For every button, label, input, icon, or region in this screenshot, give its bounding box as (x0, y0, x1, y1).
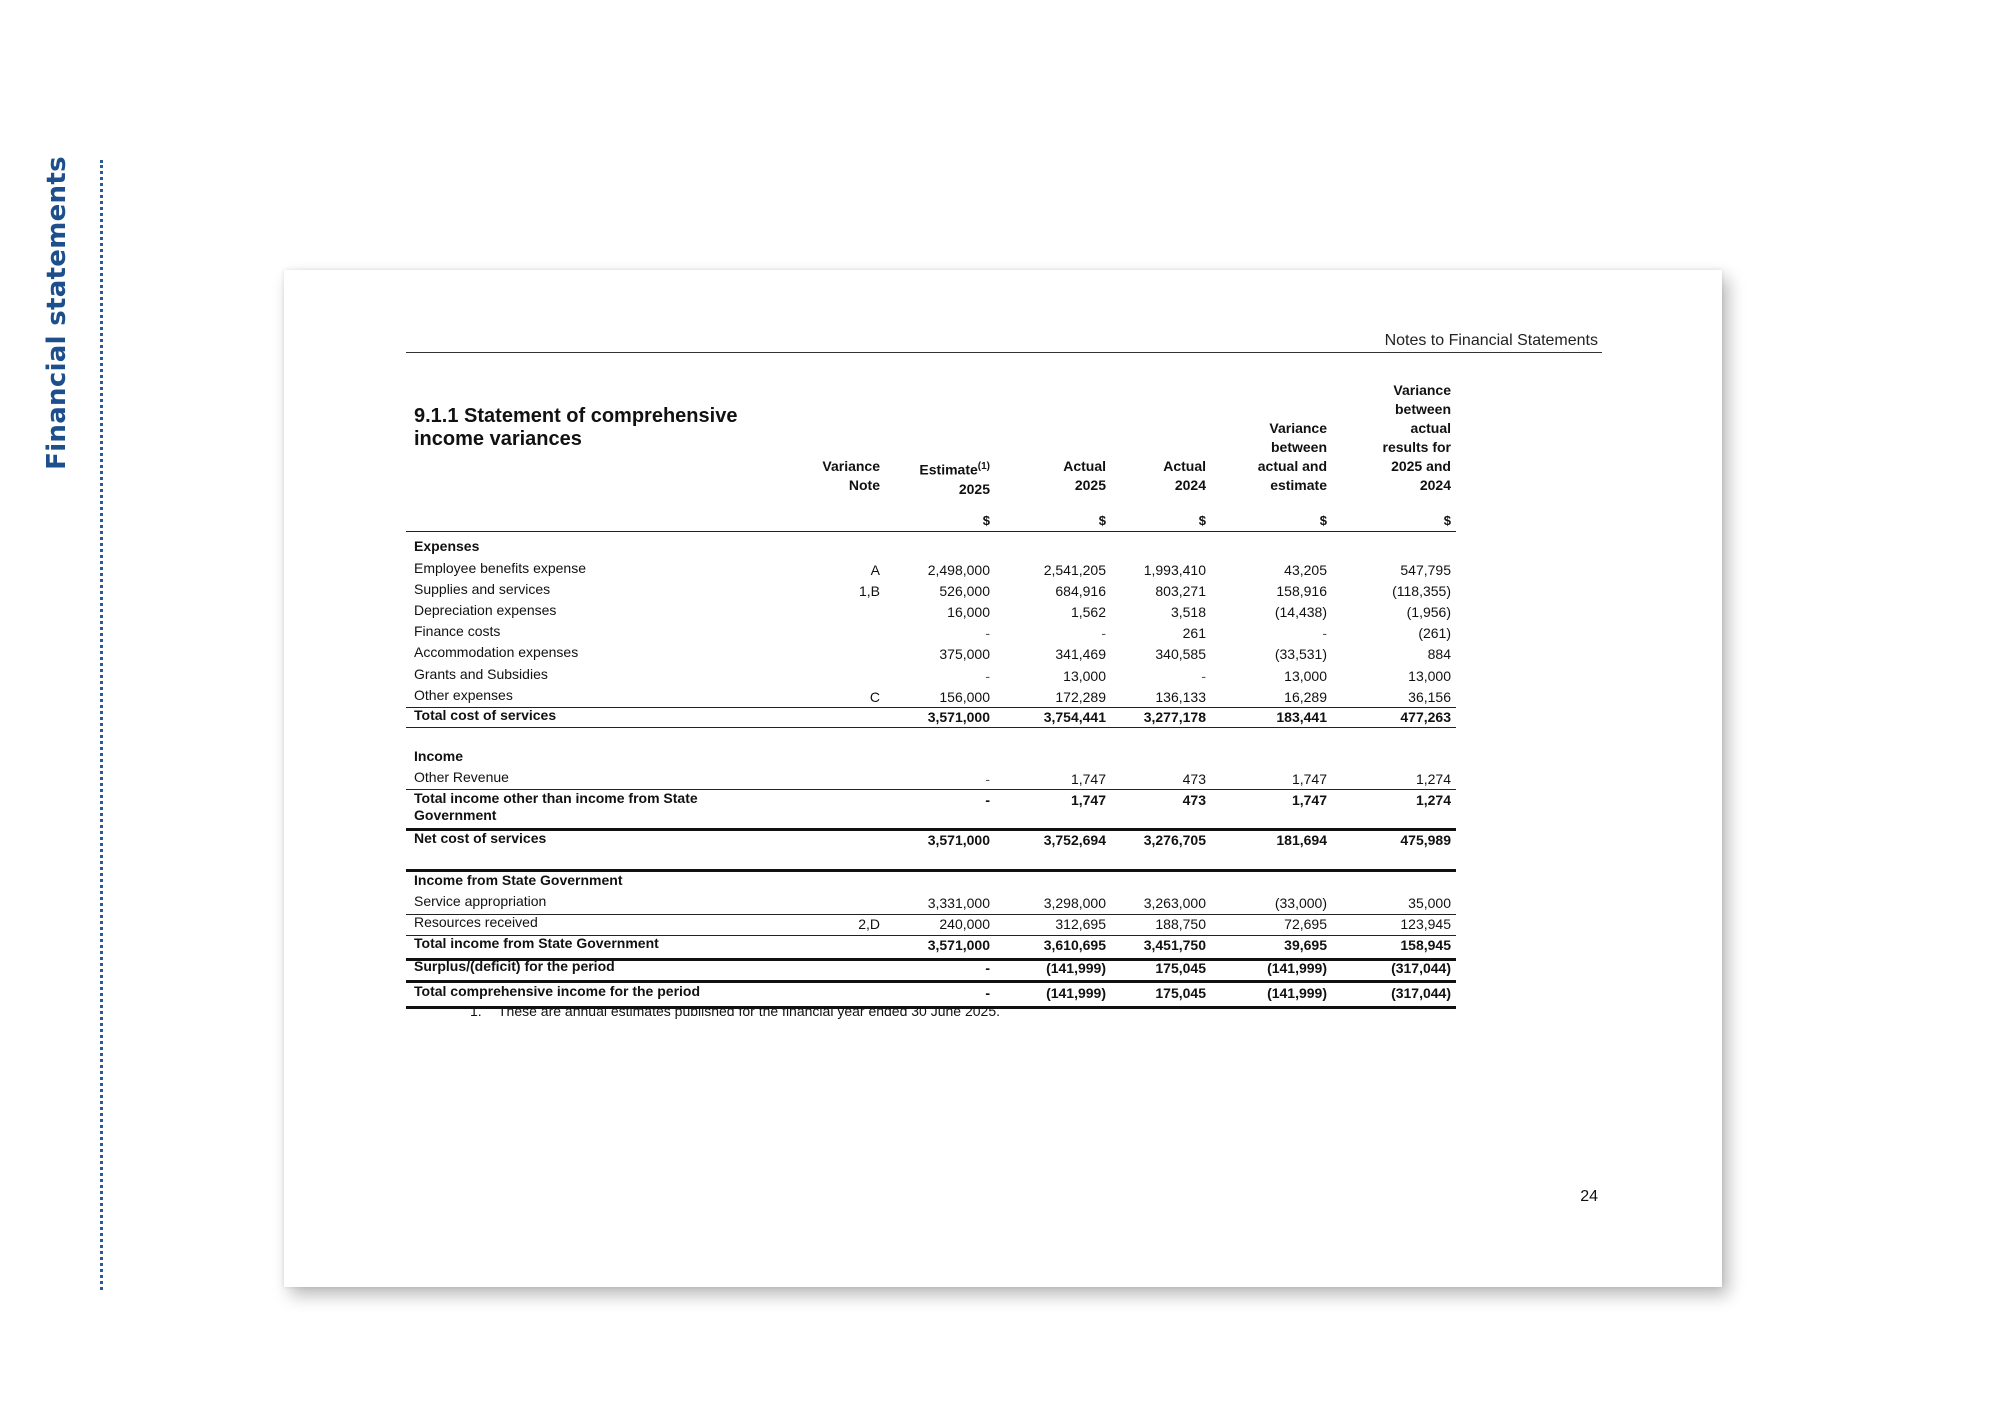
cell-estimate: 3,571,000 (927, 709, 990, 725)
column-header-line: actual (1410, 420, 1451, 436)
cell-estimate: - (985, 792, 990, 808)
cell-note: A (870, 562, 880, 578)
row-label-line: Grants and Subsidies (414, 666, 548, 682)
cell-note: 1,B (858, 583, 880, 599)
row-label (414, 560, 586, 577)
cell-estimate: - (985, 625, 990, 641)
row-label-line: Expenses (414, 538, 480, 554)
footnote-text: These are annual estimates published for the financial year ended 30 June 2025. (498, 1003, 1001, 1019)
cell-var_est: 1,747 (1291, 771, 1327, 787)
column-header-line: estimate (1270, 477, 1327, 493)
row-label (414, 707, 556, 724)
row-label (414, 872, 623, 889)
row-divider (406, 707, 1456, 708)
column-header-line: 2025 (958, 480, 990, 497)
column-header-line: 2025 and (1391, 458, 1451, 474)
row-label (414, 935, 659, 952)
cell-actual2024: 473 (1182, 771, 1206, 787)
cell-actual2024: 803,271 (1155, 583, 1206, 599)
cell-var_est: 39,695 (1284, 937, 1327, 953)
cell-var_years: 547,795 (1400, 562, 1451, 578)
cell-var_est: 13,000 (1284, 668, 1327, 684)
cell-var_years: 477,263 (1400, 709, 1451, 725)
cell-note: 2,D (858, 916, 880, 932)
row-label (414, 644, 578, 661)
row-label-line: Finance costs (414, 623, 501, 639)
row-label-line: Employee benefits expense (414, 560, 586, 576)
cell-var_est: (14,438) (1274, 604, 1327, 620)
row-label (414, 893, 546, 910)
cell-var_years: 1,274 (1415, 792, 1451, 808)
cell-var_est: 183,441 (1276, 709, 1327, 725)
cell-actual2024: 3,263,000 (1143, 895, 1206, 911)
cell-actual2025: 1,747 (1070, 792, 1106, 808)
cell-estimate: 3,331,000 (927, 895, 990, 911)
cell-actual2025: 312,695 (1055, 916, 1106, 932)
row-divider (406, 935, 1456, 936)
cell-actual2024: 473 (1182, 792, 1206, 808)
cell-actual2024: 261 (1182, 625, 1206, 641)
cell-var_years: (317,044) (1391, 960, 1451, 976)
cell-var_est: - (1322, 625, 1327, 641)
footnote-number: 1. (470, 1003, 482, 1019)
column-header-var_years (1291, 381, 1451, 495)
cell-actual2024: 136,133 (1155, 689, 1206, 705)
page-title: 9.1.1 Statement of comprehensive income variances (414, 405, 738, 450)
cell-actual2025: 341,469 (1055, 646, 1106, 662)
column-header-line: results for (1382, 439, 1451, 455)
row-label (414, 687, 513, 704)
sidebar-title (40, 156, 74, 470)
cell-actual2024: 3,276,705 (1143, 832, 1206, 848)
row-label (414, 538, 479, 555)
cell-actual2024: 175,045 (1155, 960, 1206, 976)
cell-var_est: 72,695 (1284, 916, 1327, 932)
cell-var_est: (141,999) (1267, 985, 1327, 1001)
cell-actual2025: (141,999) (1046, 960, 1106, 976)
cell-estimate: 3,571,000 (927, 832, 990, 848)
cell-actual2024: 175,045 (1155, 985, 1206, 1001)
column-header-line: actual and (1257, 458, 1327, 474)
header-underline (406, 531, 1456, 532)
document-page (284, 270, 1722, 1287)
cell-actual2025: 3,754,441 (1043, 709, 1106, 725)
row-label-line: Net cost of services (414, 830, 547, 846)
row-label-line: Accommodation expenses (414, 644, 579, 660)
cell-var_years: (261) (1418, 625, 1451, 641)
cell-actual2024: 3,277,178 (1143, 709, 1206, 725)
row-label (414, 602, 556, 619)
cell-estimate: 240,000 (939, 916, 990, 932)
column-header-line: between (1270, 439, 1327, 455)
cell-var_est: (33,531) (1274, 646, 1327, 662)
row-label-line: Depreciation expenses (414, 602, 557, 618)
cell-actual2024: 1,993,410 (1143, 562, 1206, 578)
row-label (414, 830, 546, 847)
row-label-line: Supplies and services (414, 581, 551, 597)
column-header-line: Note (848, 477, 880, 493)
total-rule (406, 958, 1456, 961)
cell-estimate: 156,000 (939, 689, 990, 705)
unit-label-estimate: $ (982, 513, 990, 528)
row-label (414, 748, 463, 765)
cell-var_est: 158,916 (1276, 583, 1327, 599)
row-label-line: Resources received (414, 914, 538, 930)
page-number: 24 (1580, 1188, 1598, 1205)
cell-var_years: 475,989 (1400, 832, 1451, 848)
cell-var_years: (1,956) (1406, 604, 1451, 620)
cell-var_years: 158,945 (1400, 937, 1451, 953)
cell-estimate: - (985, 960, 990, 976)
cell-actual2024: 3,518 (1170, 604, 1206, 620)
row-label-line: Government (414, 807, 497, 823)
row-label-line: Total income from State Government (414, 935, 659, 951)
cell-estimate: - (985, 771, 990, 787)
cell-var_est: (33,000) (1274, 895, 1327, 911)
column-header-line: 2024 (1174, 477, 1206, 493)
total-rule (406, 869, 1456, 872)
cell-var_est: (141,999) (1267, 960, 1327, 976)
column-header-line: 2025 (1074, 477, 1106, 493)
cell-actual2025: - (1101, 625, 1106, 641)
column-header-line: Variance (1393, 382, 1451, 398)
column-header-line: between (1394, 401, 1451, 417)
cell-actual2024: 340,585 (1155, 646, 1206, 662)
unit-label-var_est: $ (1319, 513, 1327, 528)
cell-actual2024: 188,750 (1155, 916, 1206, 932)
row-label-line: Other expenses (414, 687, 513, 703)
column-header-line: 2024 (1419, 477, 1451, 493)
footnote-ref: (1) (977, 461, 990, 472)
cell-actual2025: (141,999) (1046, 985, 1106, 1001)
row-label (414, 983, 700, 1000)
row-label-line: Surplus/(deficit) for the period (414, 958, 615, 974)
column-header-line: Variance (822, 458, 880, 474)
cell-actual2025: 172,289 (1055, 689, 1106, 705)
cell-var_est: 43,205 (1284, 562, 1327, 578)
header-rule (406, 352, 1602, 353)
row-label (414, 623, 500, 640)
unit-label-var_years: $ (1443, 513, 1451, 528)
row-label (414, 769, 509, 786)
row-label-line: Service appropriation (414, 893, 547, 909)
column-header-line: Actual (1163, 458, 1206, 474)
total-rule (406, 828, 1456, 831)
sidebar-title-text: Financial statements (42, 156, 73, 470)
row-label-line: Total income other than income from State (414, 790, 698, 806)
unit-label-actual2024: $ (1198, 513, 1206, 528)
row-divider (406, 789, 1456, 790)
column-header-line: Variance (1269, 420, 1327, 436)
cell-var_years: (317,044) (1391, 985, 1451, 1001)
column-header-line: Estimate$^{(1)}$ (919, 461, 990, 478)
cell-estimate: - (985, 985, 990, 1001)
cell-actual2025: 1,747 (1070, 771, 1106, 787)
row-label (414, 790, 698, 824)
row-label (414, 581, 550, 598)
row-label-line: Total comprehensive income for the period (414, 983, 701, 999)
cell-var_years: (118,355) (1392, 583, 1451, 599)
cell-estimate: - (985, 668, 990, 684)
row-divider (406, 914, 1456, 915)
column-header-line: Actual (1063, 458, 1106, 474)
row-divider (406, 727, 1456, 728)
footnote (470, 1003, 1000, 1019)
cell-var_years: 13,000 (1408, 668, 1451, 684)
unit-label-actual2025: $ (1098, 513, 1106, 528)
cell-estimate: 3,571,000 (927, 937, 990, 953)
row-label-line: Income from State Government (414, 872, 623, 888)
cell-actual2024: 3,451,750 (1143, 937, 1206, 953)
cell-actual2025: 684,916 (1055, 583, 1106, 599)
cell-actual2025: 3,752,694 (1043, 832, 1106, 848)
cell-actual2025: 3,610,695 (1043, 937, 1106, 953)
cell-var_years: 35,000 (1408, 895, 1451, 911)
cell-actual2025: 2,541,205 (1043, 562, 1106, 578)
cell-estimate: 375,000 (939, 646, 990, 662)
cell-var_years: 36,156 (1408, 689, 1451, 705)
cell-var_years: 884 (1427, 646, 1451, 662)
cell-var_years: 1,274 (1415, 771, 1451, 787)
row-label-line: Other Revenue (414, 769, 509, 785)
row-label-line: Income (414, 748, 464, 764)
cell-actual2024: - (1201, 668, 1206, 684)
total-rule (406, 980, 1456, 983)
cell-actual2025: 13,000 (1063, 668, 1106, 684)
page-header: Notes to Financial Statements (1384, 332, 1598, 349)
cell-actual2025: 3,298,000 (1043, 895, 1106, 911)
cell-var_est: 1,747 (1291, 792, 1327, 808)
cell-var_est: 181,694 (1276, 832, 1327, 848)
row-label (414, 666, 548, 683)
sidebar-dotted-divider (100, 160, 103, 1290)
cell-actual2025: 1,562 (1070, 604, 1106, 620)
cell-estimate: 16,000 (947, 604, 990, 620)
row-label (414, 914, 538, 931)
cell-estimate: 2,498,000 (927, 562, 990, 578)
row-label-line: Total cost of services (414, 707, 557, 723)
cell-var_years: 123,945 (1400, 916, 1451, 932)
cell-note: C (869, 689, 880, 705)
cell-var_est: 16,289 (1284, 689, 1327, 705)
cell-estimate: 526,000 (939, 583, 990, 599)
